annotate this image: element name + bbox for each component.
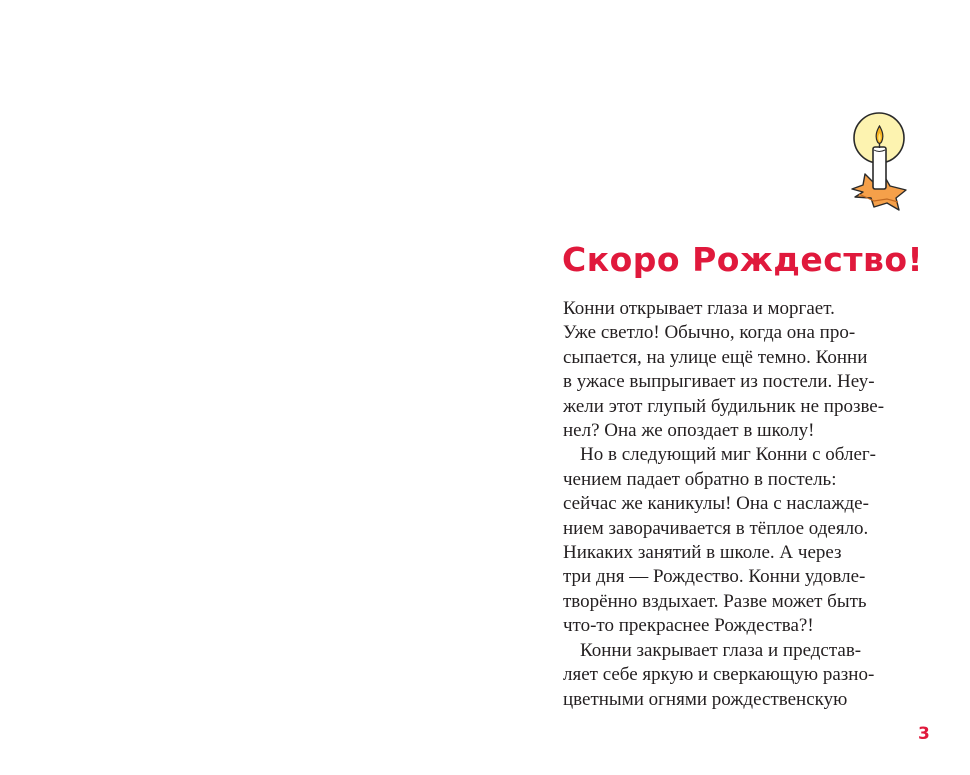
text-line: три дня — Рождество. Конни удовле- — [563, 566, 866, 588]
text-line: творённо вздыхает. Разве может быть — [563, 590, 867, 612]
text-line: ляет себе яркую и сверкающую разно- — [563, 664, 875, 686]
text-line: что-то прекраснее Рождества?! — [563, 615, 814, 637]
text-line: чением падает обратно в постель: — [563, 468, 837, 490]
body-text — [563, 297, 915, 712]
text-line: жели этот глупый будильник не прозве- — [563, 395, 885, 417]
text-line: в ужасе выпрыгивает из постели. Неу- — [563, 371, 875, 393]
text-line: Конни открывает глаза и моргает. — [563, 298, 835, 319]
text-line: Но в следующий миг Конни с облег- — [580, 444, 876, 466]
text-line: сыпается, на улице ещё темно. Конни — [563, 346, 868, 368]
page-number: 3 — [918, 724, 930, 744]
chapter-title: Скоро Рождество! — [562, 240, 924, 279]
text-line: нием заворачивается в тёплое одеяло. — [563, 517, 869, 539]
text-line: нел? Она же опоздает в школу! — [563, 420, 815, 442]
text-line: цветными огнями рождественскую — [563, 688, 848, 710]
candle-illustration — [846, 104, 914, 216]
text-line: Конни закрывает глаза и представ- — [580, 639, 862, 661]
text-line: Никаких занятий в школе. А через — [563, 542, 842, 564]
text-line: сейчас же каникулы! Она с наслажде- — [563, 493, 869, 515]
candle-icon — [846, 104, 914, 216]
text-line: Уже светло! Обычно, когда она про- — [563, 322, 856, 344]
